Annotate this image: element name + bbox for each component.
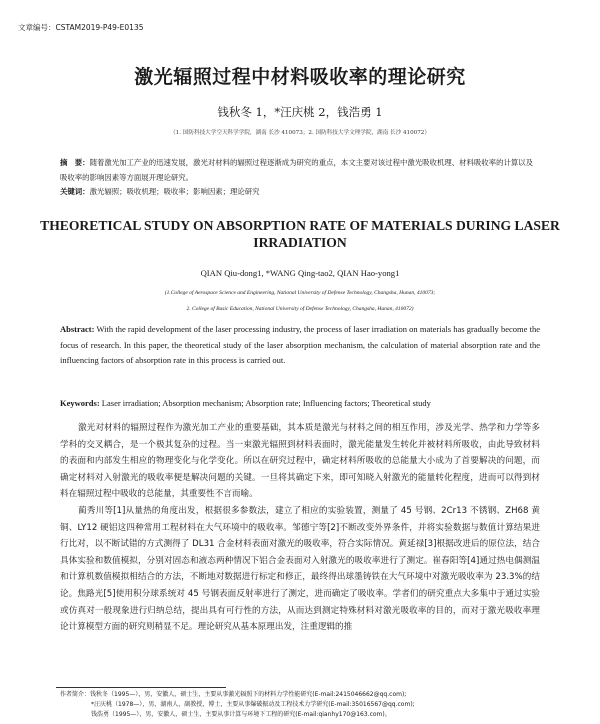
body-paragraph-1: 激光对材料的辐照过程作为激光加工产业的重要基础，其本质是激光与材料之间的相互作用，涉及光学、热学和力学等多学科的交叉耦合，是一个极其复杂的过程。当一束激光辐照到材料表面时，激光能量发生转化并被材料所吸收，由此导致材料的表面和内部发生相应的物理变化与化学变化。所以在研究过程中，确定材料所吸收的总能量大小成为了首要解决的问题，而确定材料对入射激光的吸收率便是解决问题的关键。一旦将其确定下来，即可知晓入射激光的能量转化程度，进而可以得到材料在辐照过程中吸收的总能量，其重要性不言而喻。 xyxy=(60,423,540,500)
chinese-keywords xyxy=(60,186,540,197)
chinese-affiliation: （1. 国防科技大学空天科学学院，湖南 长沙 410073；2. 国防科技大学文理学院，湖南 长沙 410072） xyxy=(170,130,430,136)
chinese-keywords-label: 关键词： xyxy=(60,187,90,196)
english-abstract-label: Abstract: xyxy=(60,324,95,334)
english-abstract xyxy=(60,322,540,369)
footnote-1: 作者简介：钱秋冬（1995—），男，安徽人，硕士生，主要从事激光辐照下的材料力学性能研究(E-mail:2415046662@qq.com); xyxy=(60,691,407,698)
body-paragraph-2: 蔺秀川等[1]从量热的角度出发，根据很多参数法，建立了相应的实验装置，测量了 45 号钢、2Cr13 不锈钢、ZH68 黄铜、LY12 硬铝这四种常用工程材料在大气环境中的吸收率。邹德宁等[2]不断改变外界条件，并将实验数据与数值计算结果进行比对，以不断试错的方式测得了 DL31 合金材料表面对激光的吸收率，符合实际情况。黄延禄[3]根据改进后的原位法，结合具体实验和数值模拟，分别对固态和液态两种情况下铝合金表面对入射激光的吸收率进行了测定。崔春阳等[4]通过热电偶测温和计算机数值模拟相结合的方法，不断地对数据进行标定和修正，最终得出球墨铸铁在大气环境中对激光吸收率为 23.3%的结论。焦路光[5]使用积分球系统对 45 号钢表面反射率进行了测定，进而确定了吸收率。学者们的研究重点大多集中于通过实验或仿真对一般现象进行归纳总结，提出具有可行性的方法，从而达到测定特殊材料对激光吸收率的目的，而对于激光吸收率理论计算模型方面的研究则稍显不足。理论研究从基本原理出发，注重逻辑的推 xyxy=(60,505,540,633)
english-keywords-label: Keywords: xyxy=(60,398,100,408)
chinese-abstract-text: 随着激光加工产业的迅速发展，激光对材料的辐照过程逐渐成为研究的重点，本文主要对该过程中激光吸收机理、材料吸收率的计算以及吸收率的影响因素等方面展开理论研究。 xyxy=(60,158,534,182)
article-number: 文章编号：CSTAM2019-P49-E0135 xyxy=(18,23,144,32)
chinese-authors: 钱秋冬 1，*汪庆桃 2，钱浩勇 1 xyxy=(217,105,383,119)
footnote-2: *汪庆桃（1978—），男，湖南人，副教授，博士，主要从事爆破振动及工程技术力学研究(E-mail:35016567@qq.com); xyxy=(91,701,415,708)
english-affiliation-2: 2. College of Basic Education, National University of Defense Technology, Changsha, Hunan, 410072) xyxy=(186,306,414,312)
chinese-keywords-text: 激光辐照；吸收机理；吸收率；影响因素；理论研究 xyxy=(89,187,260,196)
chinese-title: 激光辐照过程中材料吸收率的理论研究 xyxy=(134,66,466,88)
english-abstract-text: With the rapid development of the laser processing industry, the process of laser irradiation on materials has gradually become the focus of research. In this paper, the theoretical study of the laser absorption mechanism, the calculation of material absorption rate and the influencing factors of absorption rate in this process is carried out. xyxy=(60,324,540,365)
chinese-abstract xyxy=(60,156,540,185)
english-keywords xyxy=(60,398,540,408)
footnote-3: 钱浩勇（1995—），男，安徽人，硕士生，主要从事计算与环境下工程的研究(E-mail:qianhy170@163.com)。 xyxy=(91,711,391,718)
chinese-abstract-label: 摘 要： xyxy=(60,158,90,167)
footnote-divider xyxy=(56,687,226,688)
english-keywords-text: Laser irradiation; Absorption mechanism; Absorption rate; Influencing factors; Theoretical study xyxy=(101,398,431,408)
footnotes xyxy=(60,690,560,720)
english-authors: QIAN Qiu-dong1, *WANG Qing-tao2, QIAN Hao-yong1 xyxy=(200,268,400,278)
body-text xyxy=(60,420,540,636)
english-title: THEORETICAL STUDY ON ABSORPTION RATE OF MATERIALS DURING LASER IRRADIATION xyxy=(40,218,560,250)
english-affiliation-1: (1.College of Aerospace Science and Engineering, National University of Defense Technology, Changsha, Hunan, 410073; xyxy=(164,290,436,296)
